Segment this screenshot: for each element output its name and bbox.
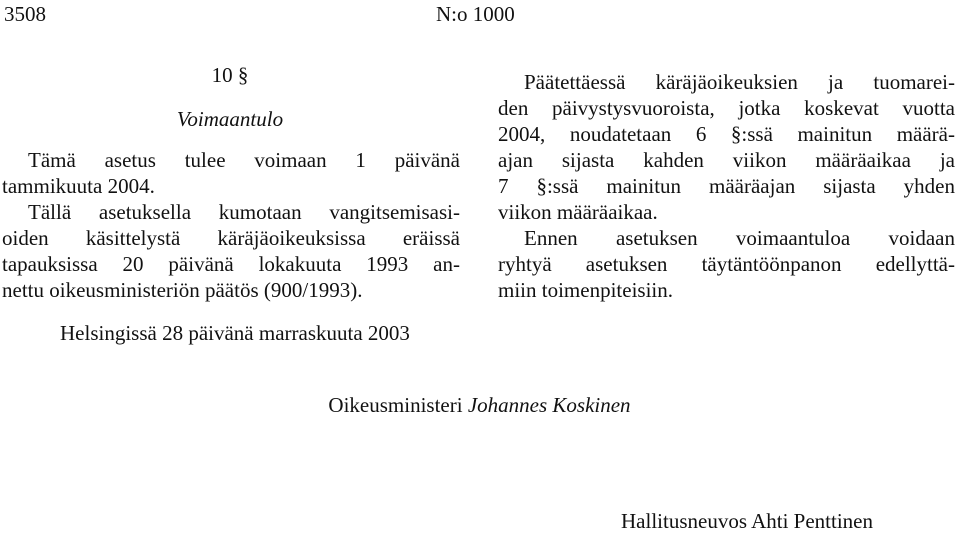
right-para2-line: miin toimenpiteisiin. xyxy=(498,278,673,302)
right-para2-line: ryhtyä asetuksen täytäntöönpanon edellyttä- xyxy=(498,252,955,276)
left-para2-line: oiden käsittelystä käräjäoikeuksissa eräissä xyxy=(2,226,460,250)
page-number: 3508 xyxy=(4,2,46,26)
left-para2-line: tapauksissa 20 päivänä lokakuuta 1993 an- xyxy=(2,252,460,276)
minister-name: Johannes Koskinen xyxy=(467,393,631,417)
section-title xyxy=(0,107,460,132)
right-para1-line: 2004, noudatetaan 6 §:ssä mainitun määrä- xyxy=(498,122,955,146)
section-title-text: Voimaantulo xyxy=(176,107,284,131)
right-para1-line: viikon määräaikaa. xyxy=(498,200,658,224)
official-signature: Hallitusneuvos Ahti Penttinen xyxy=(621,509,873,533)
issue-number: N:o 1000 xyxy=(436,2,515,26)
right-para2-line: Ennen asetuksen voimaantuloa voidaan xyxy=(524,226,955,250)
left-para1-line: tammikuuta 2004. xyxy=(2,174,155,198)
section-number: 10 § xyxy=(211,63,249,87)
left-para2-line: nettu oikeusministeriön päätös (900/1993). xyxy=(2,278,363,302)
minister-signature xyxy=(0,393,959,418)
place-date: Helsingissä 28 päivänä marraskuuta 2003 xyxy=(60,321,410,345)
minister-title: Oikeusministeri xyxy=(328,393,463,417)
left-para2-line: Tällä asetuksella kumotaan vangitsemisasi- xyxy=(28,200,460,224)
right-para1-line: 7 §:ssä mainitun määräajan sijasta yhden xyxy=(498,174,955,198)
right-para1-line: ajan sijasta kahden viikon määräaikaa ja xyxy=(498,148,955,172)
right-para1-line: den päivystysvuoroista, jotka koskevat vuotta xyxy=(498,96,955,120)
right-para1-line: Päätettäessä käräjäoikeuksien ja tuomarei- xyxy=(524,70,955,94)
left-para1-line: Tämä asetus tulee voimaan 1 päivänä xyxy=(28,148,460,172)
